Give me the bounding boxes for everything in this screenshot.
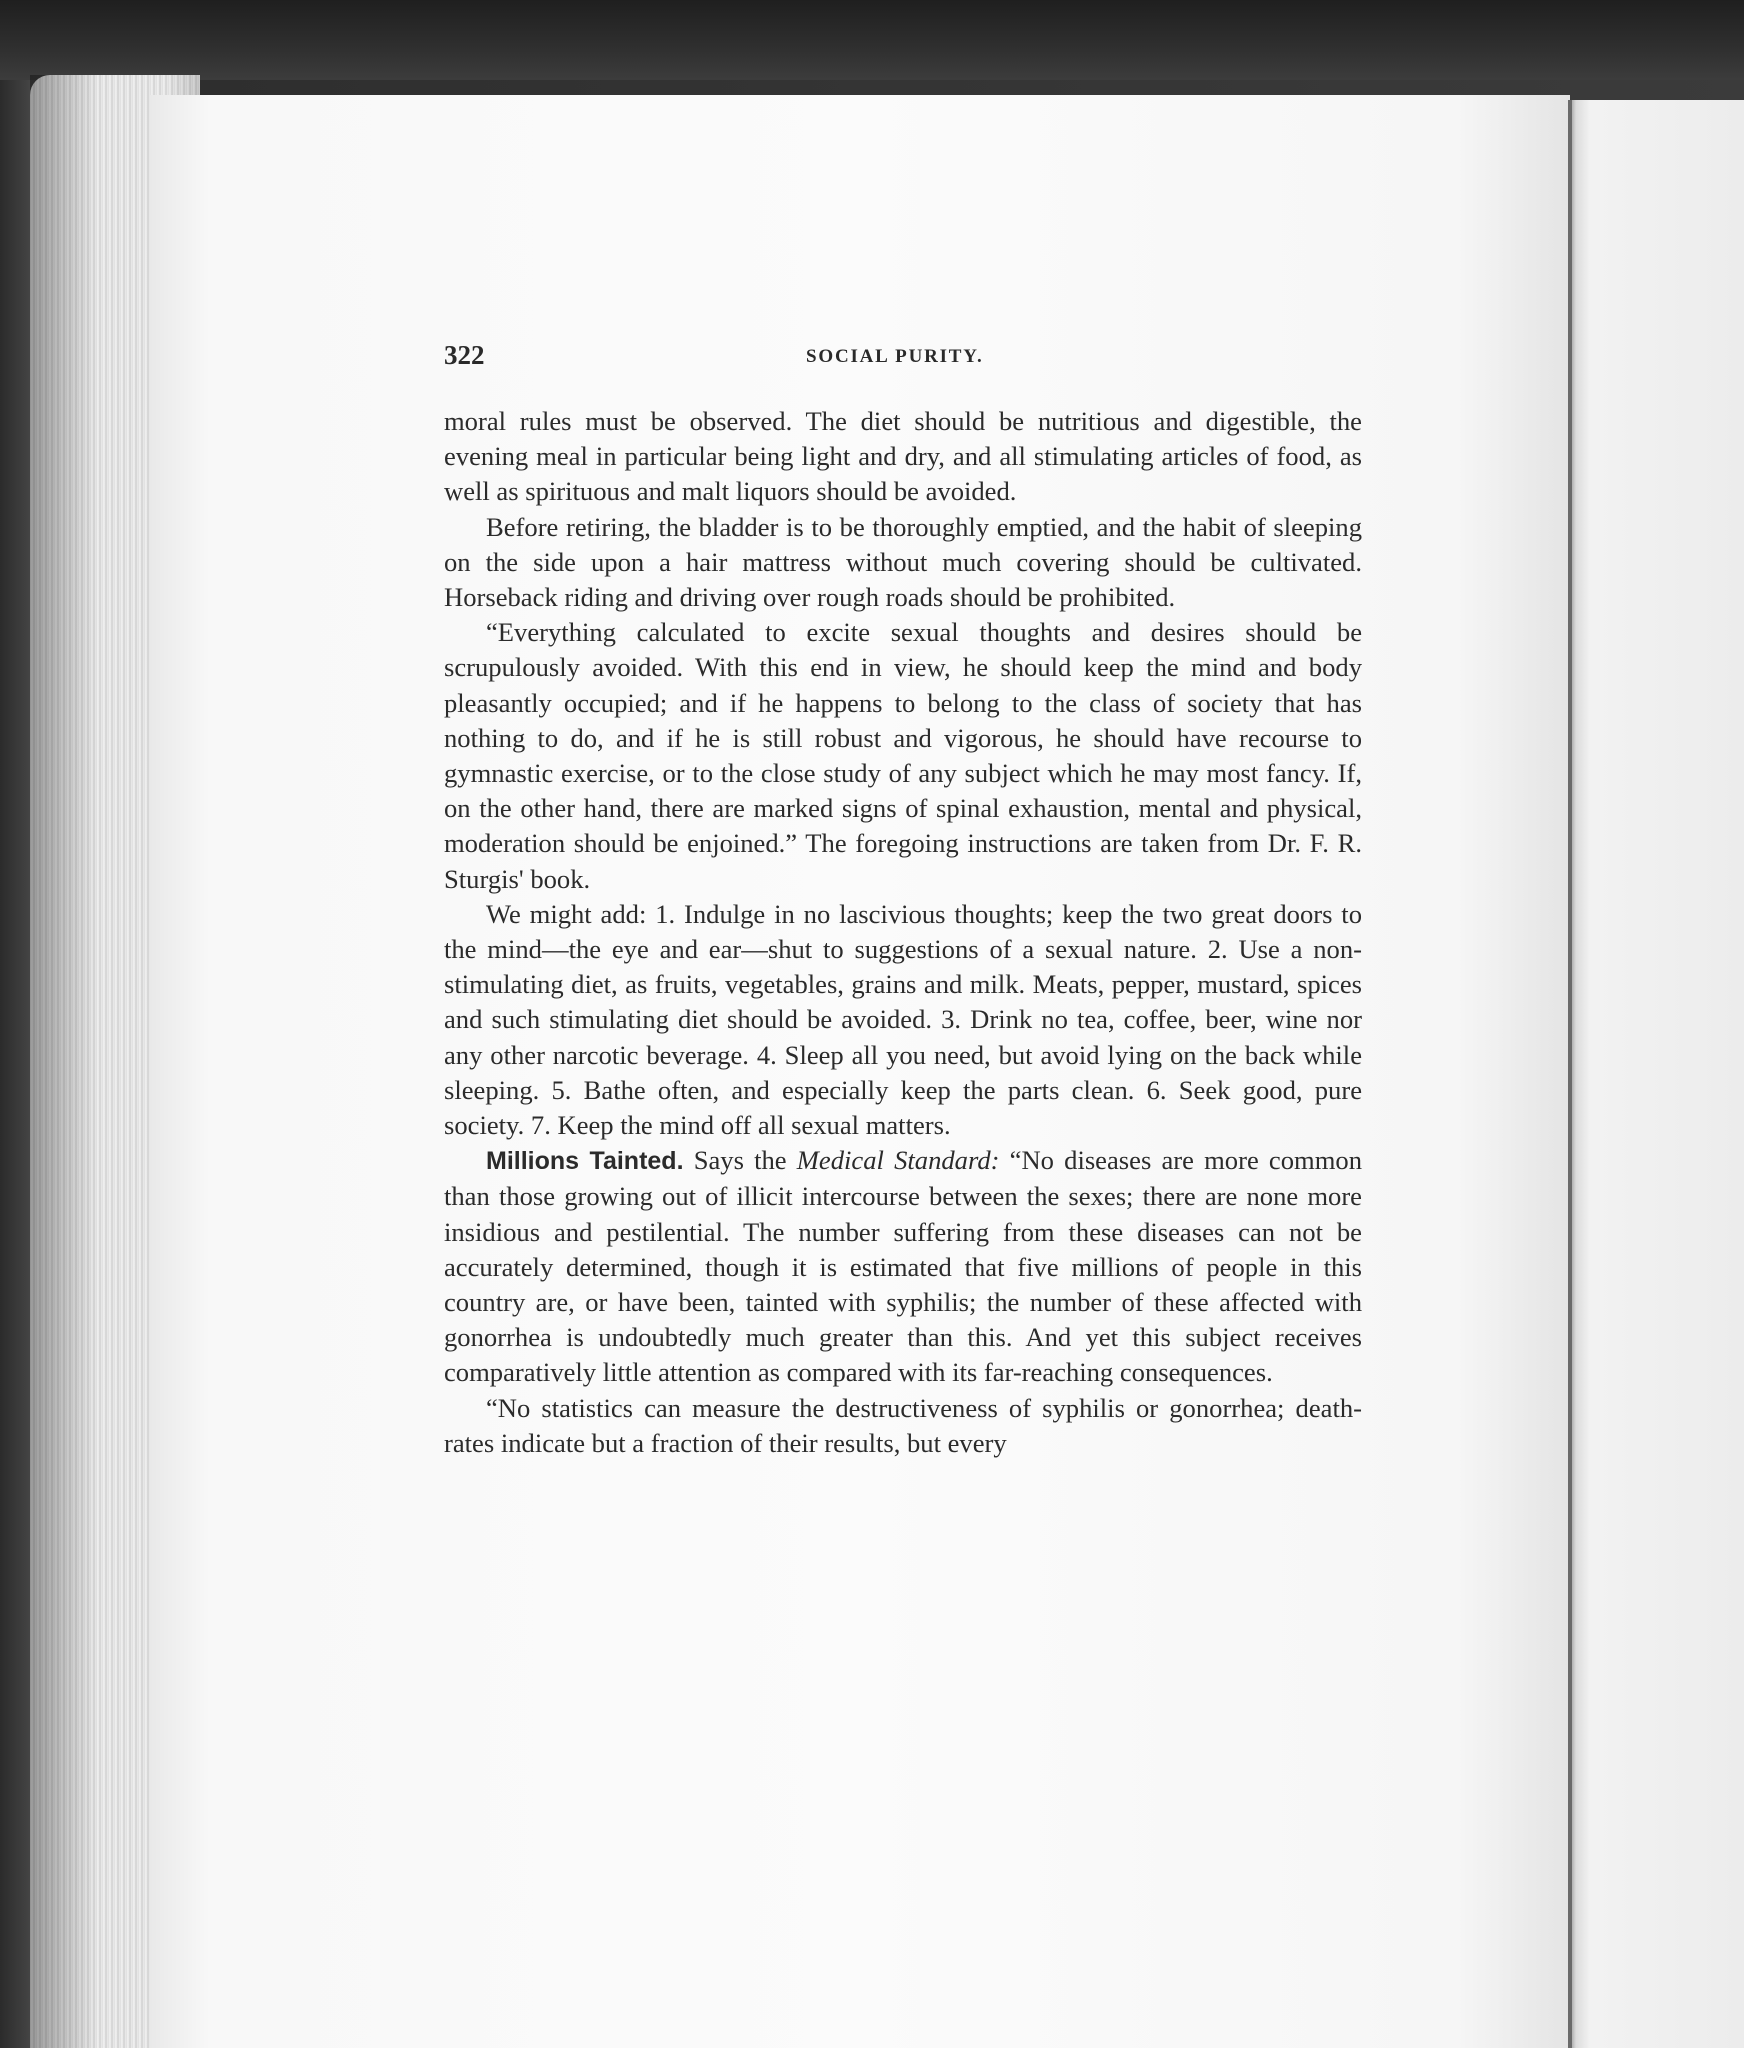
book-cover-top [0,0,1744,80]
running-title: SOCIAL PURITY. [806,346,984,367]
page-body [444,404,1362,1461]
paragraph-5-text: “No diseases are more common than those growing out of illicit intercourse between the sexes; there are none more insidious and pestilential. The number suffering from these diseases can not be accurately determined, though it is estimated that five millions of people in this country are, or have been, tainted with syphilis; the number of these affected with gonorrhea is undoubtedly much greater than this. And yet this subject receives comparatively little attention as compared with its far-reaching consequences. [444,1145,1362,1388]
paragraph-3: “Everything calculated to excite sexual thoughts and desires should be scrupulously avoided. With this end in view, he should keep the mind and body pleasantly occupied; and if he happens to belong to the class of society that has nothing to do, and if he is still robust and vigorous, he should have recourse to gymnastic exercise, or to the close study of any subject which he may most fancy. If, on the other hand, there are marked signs of spinal exhaustion, mental and physical, moderation should be enjoined.” The foregoing instructions are taken from Dr. F. R. Sturgis' book. [444,617,1362,894]
paragraph-6: “No statistics can measure the destructiveness of syphilis or gonorrhea; death-rates indicate but a fraction of their results, but every [444,1392,1362,1458]
paragraph-1: moral rules must be observed. The diet should be nutritious and digestible, the evening meal in particular being light and dry, and all stimulating articles of food, as well as spirituous and malt liquors should be avoided. [444,406,1362,507]
paragraph-2: Before retiring, the bladder is to be thoroughly emptied, and the habit of sleeping on the side upon a hair mattress without much covering should be cultivated. Horseback riding and driving over rough roads should be prohibited. [444,511,1362,613]
page-number: 322 [444,340,485,370]
facing-page [1570,100,1744,2048]
paragraph-5-lead: Says the [683,1145,797,1176]
side-heading: Millions Tainted. [486,1147,684,1176]
gutter [1568,100,1572,2048]
source-title: Medical Standard: [796,1145,1000,1176]
running-head [444,340,1362,376]
paragraph-5 [444,1143,1362,1390]
paragraph-4: We might add: 1. Indulge in no lascivious thoughts; keep the two great doors to the mind—the eye and ear—shut to suggestions of a sexual nature. 2. Use a non-stimulating diet, as fruits, vegetables, grains and milk. Meats, pepper, mustard, spices and such stimulating diet should be avoided. 3. Drink no tea, coffee, beer, wine nor any other narcotic beverage. 4. Sleep all you need, but avoid lying on the back while sleeping. 5. Bathe often, and especially keep the parts clean. 6. Seek good, pure society. 7. Keep the mind off all sexual matters. [444,898,1362,1141]
